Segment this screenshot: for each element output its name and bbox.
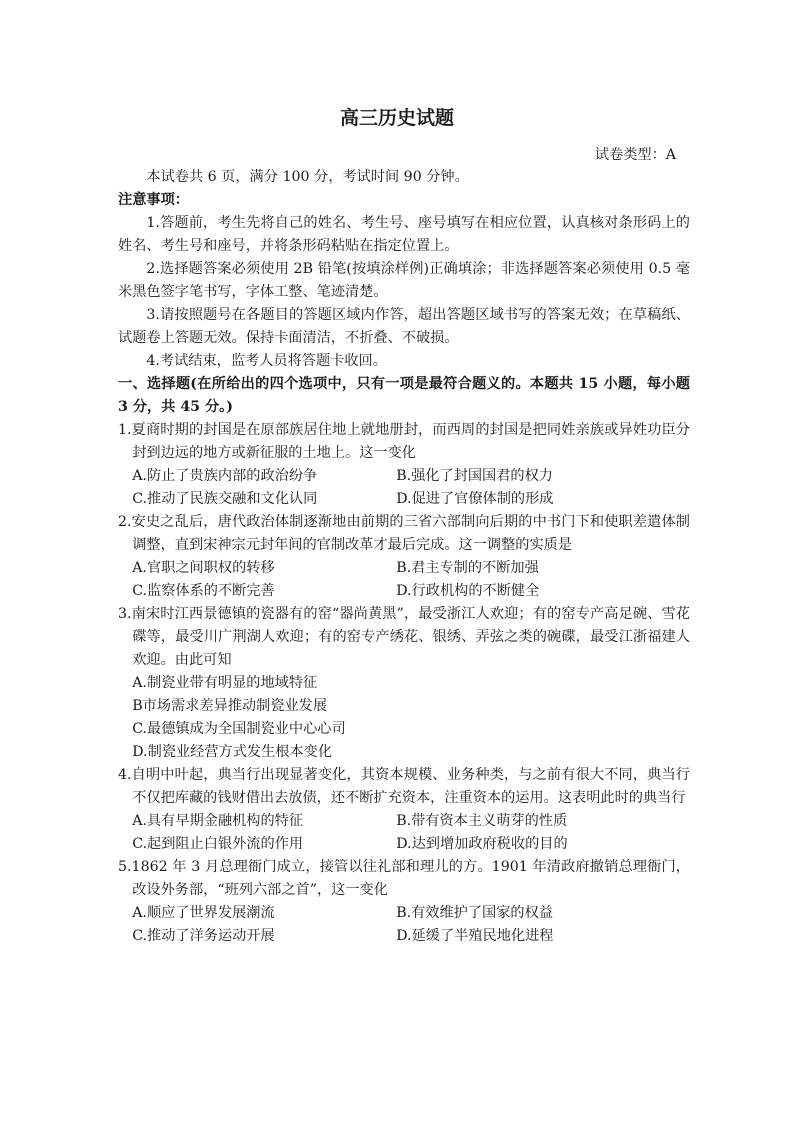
question-3 <box>118 603 690 764</box>
paper-type-label: 试卷类型：A <box>594 147 676 163</box>
section-heading: 一、选择题(在所给出的四个选项中，只有一项是最符合题义的。本题共 15 小题，每小题 3 分，共 45 分。) <box>118 376 690 415</box>
note-item: 2.选择题答案必须使用 2B 铅笔(按填涂样例)正确填涂；非选择题答案必须使用 0.5 毫米黑色签字笔书写，字体工整、笔迹清楚。 <box>118 261 690 300</box>
option-b: B.带有资本主义萌芽的性质 <box>396 813 568 829</box>
question-4 <box>118 764 690 856</box>
question-2 <box>118 511 690 603</box>
option-a: A.官职之间职权的转移 <box>132 560 275 576</box>
question-stem: 2.安史之乱后，唐代政治体制逐渐地由前期的三省六部制向后期的中书门下和使职差遣体制调整，直到宋神宗元封年间的官制改革才最后完成。这一调整的实质是 <box>118 514 690 553</box>
note-item: 4.考试结束，监考人员将答题卡收回。 <box>146 353 387 369</box>
option-b: B.君主专制的不断加强 <box>396 560 539 576</box>
question-stem: 5.1862 年 3 月总理衙门成立，接管以往礼部和理儿的方。1901 年清政府撤销总理衙门，改设外务部，“班列六部之首”，这一变化 <box>118 859 690 898</box>
page-title: 高三历史试题 <box>339 107 454 129</box>
question-5 <box>118 856 690 948</box>
option-c: C.推动了洋务运动开展 <box>132 928 275 944</box>
note-item: 3.请按照题号在各题目的答题区域内作答，超出答题区域书写的答案无效；在草稿纸、试题卷上答题无效。保持卡面清洁，不折叠、不破损。 <box>118 307 690 346</box>
question-stem: 4.自明中叶起，典当行出现显著变化，其资本规模、业务种类，与之前有很大不同，典当行不仅把库藏的钱财借出去放债，还不断扩充资本，注重资本的运用。这表明此时的典当行 <box>118 767 690 806</box>
option-d: D.达到增加政府税收的目的 <box>396 836 568 852</box>
option-a: A.制瓷业带有明显的地域特征 <box>132 675 318 691</box>
notes-heading: 注意事项： <box>118 192 189 208</box>
option-c: C.监察体系的不断完善 <box>132 583 275 599</box>
option-c: C.推动了民族交融和文化认同 <box>132 491 318 507</box>
option-a: A.防止了贵族内部的政治纷争 <box>132 468 318 484</box>
option-d: D.延缓了半殖民地化进程 <box>396 928 554 944</box>
question-1 <box>118 419 690 511</box>
option-b: B.强化了封国国君的权力 <box>396 468 553 484</box>
option-d: D.促进了官僚体制的形成 <box>396 491 554 507</box>
exam-content <box>118 166 690 948</box>
option-a: A.顺应了世界发展潮流 <box>132 905 275 921</box>
question-stem: 1.夏商时期的封国是在原部族居住地上就地册封，而西周的封国是把同姓亲族或异姓功臣分封到边远的地方或新征服的土地上。这一变化 <box>118 422 690 461</box>
option-b: B市场需求差异推动制瓷业发展 <box>132 698 328 714</box>
option-b: B.有效维护了国家的权益 <box>396 905 553 921</box>
option-d: D.行政机构的不断健全 <box>396 583 540 599</box>
option-d: D.制瓷业经营方式发生根本变化 <box>132 744 333 760</box>
option-c: C.最德镇成为全国制瓷业中心心司 <box>132 721 346 737</box>
note-item: 1.答题前，考生先将自己的姓名、考生号、座号填写在相应位置，认真核对条形码上的姓名、考生号和座号，并将条形码粘贴在指定位置上。 <box>118 215 690 254</box>
exam-intro: 本试卷共 6 页，满分 100 分，考试时间 90 分钟。 <box>146 169 469 185</box>
question-stem: 3.南宋时江西景德镇的瓷器有的窑“器尚黄黑”，最受浙江人欢迎；有的窑专产高足碗、雪花碟等，最受川广荆湖人欢迎；有的窑专产绣花、银绣、弄弦之类的碗碟，最受江浙福建人欢迎。由此可知 <box>118 606 690 668</box>
option-c: C.起到阻止白银外流的作用 <box>132 836 304 852</box>
option-a: A.具有早期金融机构的特征 <box>132 813 304 829</box>
